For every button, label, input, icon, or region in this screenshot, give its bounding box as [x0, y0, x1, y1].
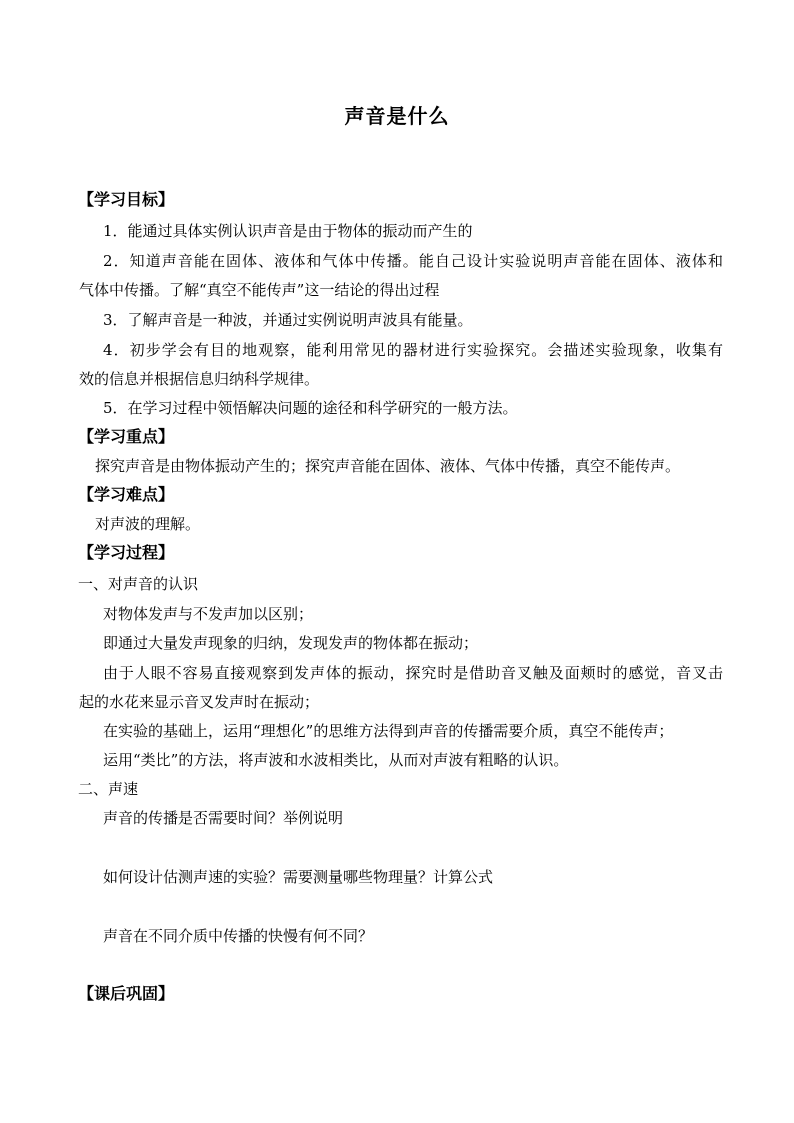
goal-item-4-line2: 效的信息并根据信息归纳科学规律。	[79, 370, 320, 388]
process-heading: 【学习过程】	[78, 543, 175, 562]
key-points-text: 探究声音是由物体振动产生的；探究声音能在固体、液体、气体中传播，真空不能传声。	[95, 457, 681, 475]
part1-line-3: 由于人眼不容易直接观察到发声体的振动，探究时是借助音叉触及面颊时的感觉，音叉击	[103, 664, 723, 682]
page-title: 声音是什么	[344, 104, 450, 128]
goal-item-2-line1: 2．知道声音能在固体、液体和气体中传播。能自己设计实验说明声音能在固体、液体和	[103, 252, 723, 270]
difficulties-heading: 【学习难点】	[78, 485, 175, 504]
question-3: 声音在不同介质中传播的快慢有何不同？	[103, 927, 374, 945]
part1-title: 一、对声音的认识	[78, 575, 199, 593]
goal-item-1: 1．能通过具体实例认识声音是由于物体的振动而产生的	[103, 222, 473, 240]
part1-line-4: 起的水花来显示音叉发声时在振动；	[79, 693, 320, 711]
consolidation-heading: 【课后巩固】	[78, 984, 175, 1003]
goal-item-4-line1: 4．初步学会有目的地观察，能利用常见的器材进行实验探究。会描述实验现象，收集有	[103, 341, 723, 359]
part1-line-2: 即通过大量发声现象的归纳，发现发声的物体都在振动；	[103, 634, 479, 652]
goal-item-3: 3．了解声音是一种波，并通过实例说明声波具有能量。	[103, 311, 473, 329]
part1-line-5: 在实验的基础上，运用“理想化”的思维方法得到声音的传播需要介质，真空不能传声；	[103, 722, 674, 740]
difficulties-text: 对声波的理解。	[95, 515, 201, 533]
key-points-heading: 【学习重点】	[78, 427, 175, 446]
part1-line-6: 运用“类比”的方法，将声波和水波相类比，从而对声波有粗略的认识。	[103, 751, 569, 769]
part2-title: 二、声速	[78, 780, 139, 798]
goal-item-5: 5．在学习过程中领悟解决问题的途径和科学研究的一般方法。	[103, 399, 518, 417]
question-1: 声音的传播是否需要时间？举例说明	[103, 809, 344, 827]
part1-line-1: 对物体发声与不发声加以区别；	[103, 605, 314, 623]
goal-item-2-line2: 气体中传播。了解“真空不能传声”这一结论的得出过程	[79, 281, 440, 299]
question-2: 如何设计估测声速的实验？需要测量哪些物理量？计算公式	[103, 868, 494, 886]
goals-heading: 【学习目标】	[78, 190, 175, 209]
